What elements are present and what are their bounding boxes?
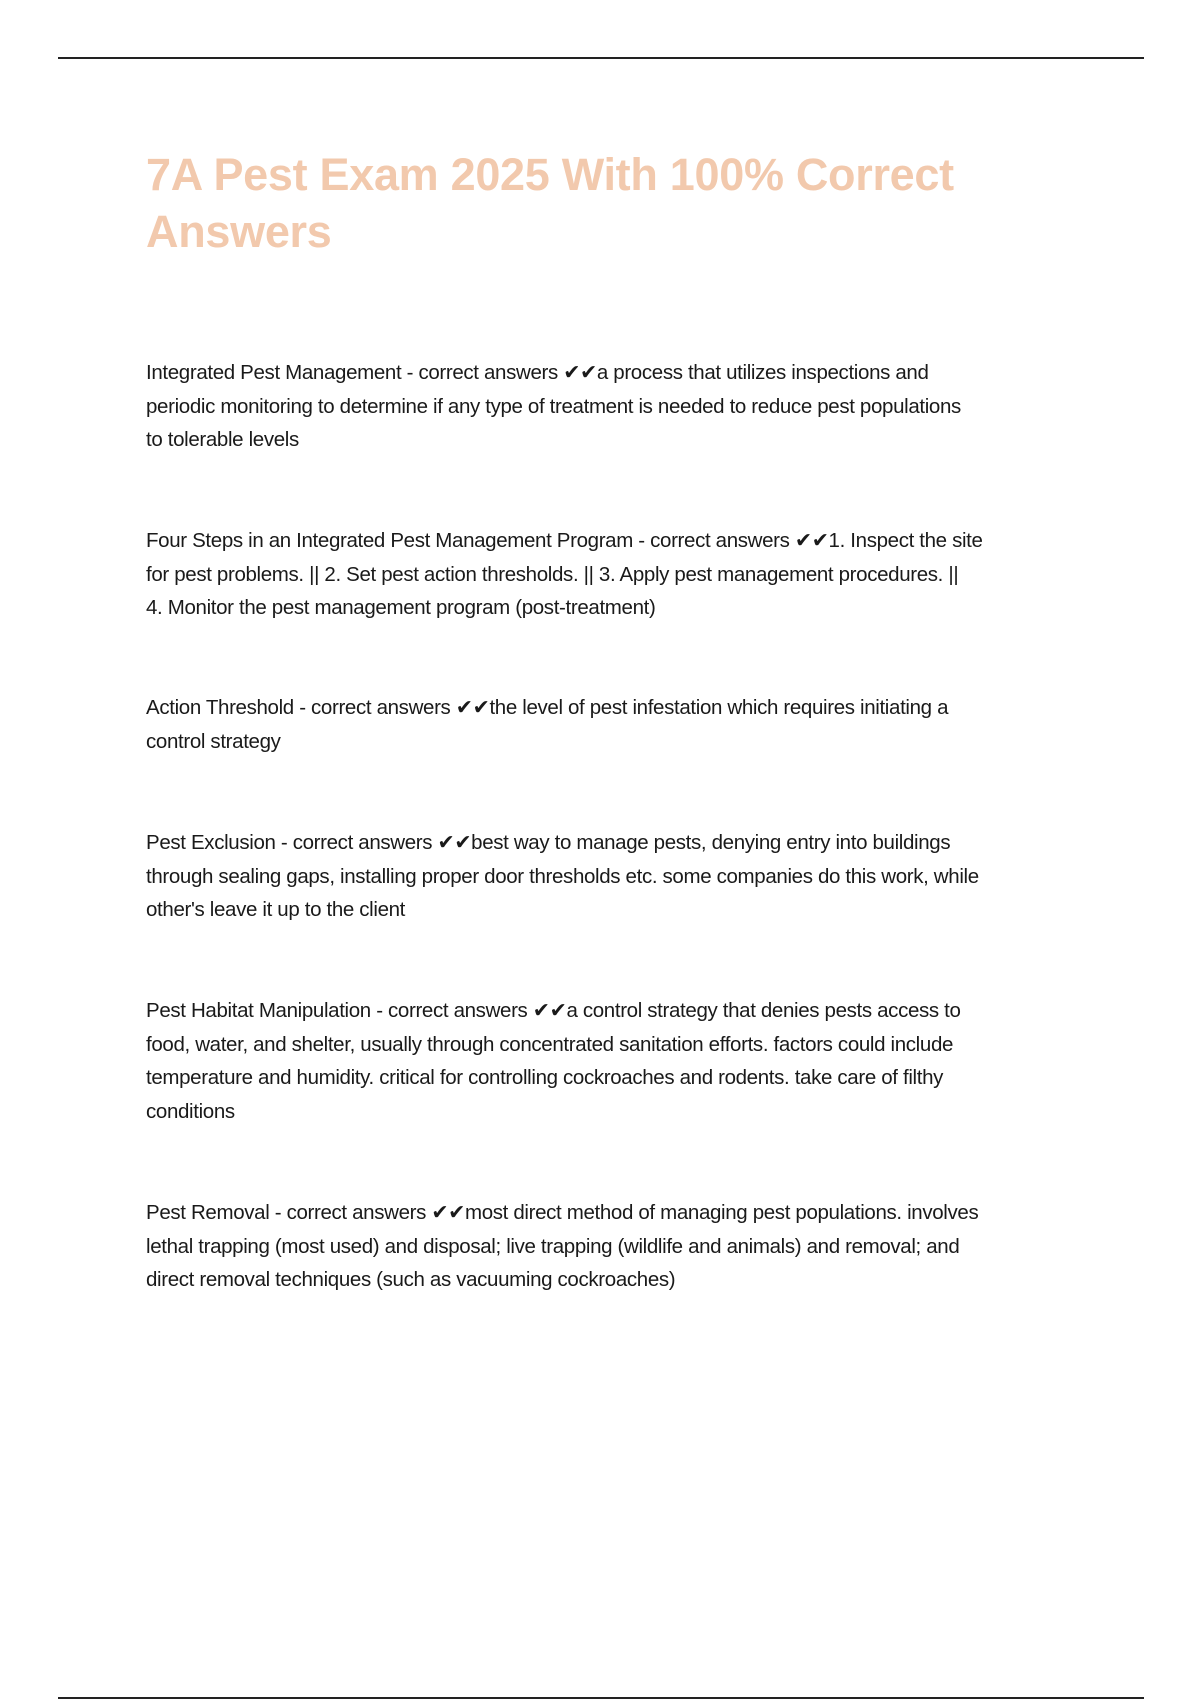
header-rule xyxy=(58,57,1144,59)
entry-line: Four Steps in an Integrated Pest Management Program - correct answers ✔✔1. Inspect the site xyxy=(146,529,983,552)
entry-line: conditions xyxy=(146,1099,235,1123)
entry-line: Pest Exclusion - correct answers ✔✔best way to manage pests, denying entry into buildings xyxy=(146,831,951,854)
entry-line: 4. Monitor the pest management program (post-treatment) xyxy=(146,596,656,619)
entry-line: through sealing gaps, installing proper door thresholds etc. some companies do this work, while xyxy=(146,864,979,888)
footer-rule xyxy=(58,1697,1144,1699)
entry-line: to tolerable levels xyxy=(146,428,299,451)
document-title: 7A Pest Exam 2025 With 100% Correct Answers xyxy=(146,149,954,257)
entry-line: temperature and humidity. critical for controlling cockroaches and rodents. take care of filthy xyxy=(146,1066,944,1089)
qa-entry-habitat-manipulation xyxy=(146,994,1106,1128)
entry-line: for pest problems. || 2. Set pest action thresholds. || 3. Apply pest management procedures. || xyxy=(146,562,959,586)
entry-line: direct removal techniques (such as vacuuming cockroaches) xyxy=(146,1268,676,1291)
qa-entry-pest-exclusion xyxy=(146,826,1106,927)
qa-entry-pest-removal xyxy=(146,1196,1106,1297)
entry-line: Integrated Pest Management - correct answers ✔✔a process that utilizes inspections and xyxy=(146,361,929,384)
entry-line: Pest Habitat Manipulation - correct answers ✔✔a control strategy that denies pests access to xyxy=(146,999,961,1022)
qa-entry-integrated-pest-management xyxy=(146,356,1106,457)
entry-line: Action Threshold - correct answers ✔✔the level of pest infestation which requires initiating a xyxy=(146,696,949,719)
qa-entry-four-steps xyxy=(146,524,1106,625)
entry-line: Pest Removal - correct answers ✔✔most direct method of managing pest populations. involves xyxy=(146,1201,979,1224)
entry-line: food, water, and shelter, usually through concentrated sanitation efforts. factors could include xyxy=(146,1032,954,1056)
qa-entry-action-threshold xyxy=(146,691,1106,758)
entry-line: periodic monitoring to determine if any type of treatment is needed to reduce pest populations xyxy=(146,394,961,418)
entry-line: lethal trapping (most used) and disposal; live trapping (wildlife and animals) and removal; and xyxy=(146,1234,960,1258)
entry-line: control strategy xyxy=(146,729,281,753)
entry-line: other's leave it up to the client xyxy=(146,898,406,921)
